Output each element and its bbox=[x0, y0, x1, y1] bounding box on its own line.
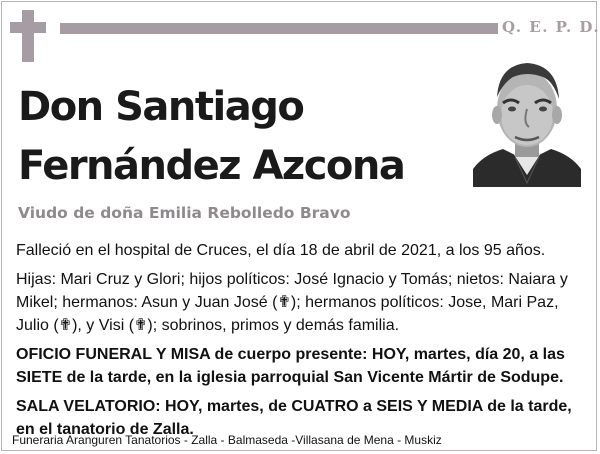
cross-icon bbox=[22, 10, 34, 62]
notice-body bbox=[16, 239, 586, 447]
name-line-1: Don Santiago bbox=[18, 84, 304, 130]
deceased-name bbox=[18, 78, 404, 196]
cross-icon-bar bbox=[10, 22, 46, 33]
funeral-paragraph: OFICIO FUNERAL Y MISA de cuerpo presente: HOY, martes, día 20, a las SIETE de la tarde, en la iglesia parroquial San Vicente Mártir de Sodupe. bbox=[16, 346, 565, 386]
qepd-label: Q. E. P. D. bbox=[502, 18, 600, 36]
death-paragraph: Falleció en el hospital de Cruces, el día 18 de abril de 2021, a los 95 años. bbox=[16, 242, 546, 259]
family-paragraph: Hijas: Mari Cruz y Glori; hijos políticos: José Ignacio y Tomás; nietos: Naiara y Mikel; hermanos: Asun y Juan José (✟); hermanos políticos: Jose, Mari Paz, Julio (✟), y Visi (✟); sobrinos, primos y demás familia. bbox=[16, 271, 568, 334]
name-line-2: Fernández Azcona bbox=[18, 143, 405, 189]
portrait-photo bbox=[473, 57, 581, 187]
wake-paragraph: SALA VELATORIO: HOY, martes, de CUATRO a SEIS Y MEDIA de la tarde, en el tanatorio de Zalla. bbox=[16, 398, 572, 438]
funeral-home-footer: Funeraria Aranguren Tanatorios - Zalla - Balmaseda -Villasana de Mena - Muskiz bbox=[12, 433, 442, 447]
widow-of-line: Viudo de doña Emilia Rebolledo Bravo bbox=[18, 204, 351, 222]
header-rule bbox=[60, 23, 498, 34]
